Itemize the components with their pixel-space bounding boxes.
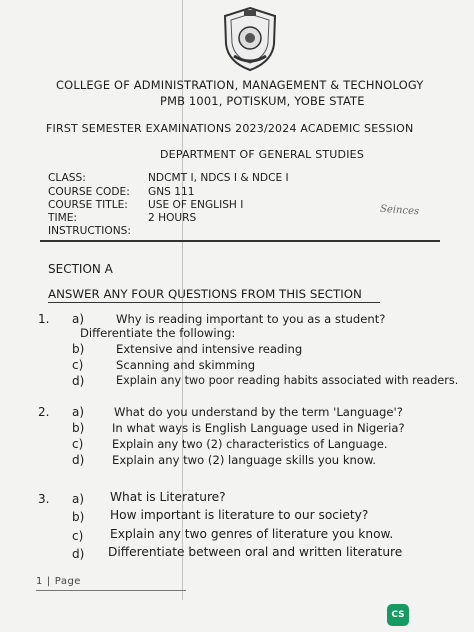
camscanner-badge[interactable]: CS xyxy=(387,604,409,626)
footer-separator: | xyxy=(46,576,51,587)
question-2a-text: What do you understand by the term 'Language'? xyxy=(114,405,403,419)
question-2b-text: In what ways is English Language used in Nigeria? xyxy=(112,421,405,435)
page-footer xyxy=(36,576,81,587)
question-3a-label: a) xyxy=(72,492,85,506)
course-title-value: USE OF ENGLISH I xyxy=(148,199,244,211)
question-1-intro: Differentiate the following: xyxy=(80,326,236,340)
question-3d-label: d) xyxy=(72,547,85,561)
question-1a-label: a) xyxy=(72,312,85,326)
instructions-label: INSTRUCTIONS: xyxy=(48,225,131,237)
course-title-label: COURSE TITLE: xyxy=(48,199,128,211)
question-2d-label: d) xyxy=(72,453,85,467)
college-crest-logo xyxy=(220,6,280,72)
department-name: DEPARTMENT OF GENERAL STUDIES xyxy=(160,148,365,161)
question-1-number: 1. xyxy=(38,312,50,326)
question-1d-text: Explain any two poor reading habits associated with readers. xyxy=(116,374,459,387)
handwritten-signature: Seinces xyxy=(379,203,420,218)
class-label: CLASS: xyxy=(48,172,86,184)
time-label: TIME: xyxy=(48,212,77,224)
question-3b-label: b) xyxy=(72,510,85,524)
page-number: 1 xyxy=(36,576,43,587)
header-divider xyxy=(40,240,440,242)
question-2d-text: Explain any two (2) language skills you know. xyxy=(112,453,377,467)
course-code-label: COURSE CODE: xyxy=(48,186,130,198)
college-address: PMB 1001, POTISKUM, YOBE STATE xyxy=(160,94,365,108)
time-value: 2 HOURS xyxy=(148,212,197,224)
course-code-value: GNS 111 xyxy=(148,186,195,198)
question-2c-label: c) xyxy=(72,437,84,451)
question-3d-text: Differentiate between oral and written literature xyxy=(108,545,403,559)
page-word: Page xyxy=(54,576,81,587)
question-2a-label: a) xyxy=(72,405,85,419)
question-3c-text: Explain any two genres of literature you know. xyxy=(110,527,394,541)
question-3-number: 3. xyxy=(38,492,50,506)
class-value: NDCMT I, NDCS I & NDCE I xyxy=(148,172,289,184)
question-3c-label: c) xyxy=(72,529,84,543)
question-2b-label: b) xyxy=(72,421,85,435)
question-3a-text: What is Literature? xyxy=(110,490,226,504)
question-2-number: 2. xyxy=(38,405,50,419)
instruction-underline xyxy=(48,302,380,303)
question-1b-label: b) xyxy=(72,342,85,356)
question-1a-text: Why is reading important to you as a student? xyxy=(116,312,386,326)
question-1c-label: c) xyxy=(72,358,84,372)
question-2c-text: Explain any two (2) characteristics of Language. xyxy=(112,437,388,451)
footer-divider xyxy=(36,590,186,591)
section-title: SECTION A xyxy=(48,262,113,276)
question-1b-text: Extensive and intensive reading xyxy=(116,342,303,356)
question-3b-text: How important is literature to our society? xyxy=(110,508,369,522)
exam-title: FIRST SEMESTER EXAMINATIONS 2023/2024 ACADEMIC SESSION xyxy=(46,122,414,135)
question-1c-text: Scanning and skimming xyxy=(116,358,256,372)
question-1d-label: d) xyxy=(72,374,85,388)
section-instruction: ANSWER ANY FOUR QUESTIONS FROM THIS SECTION xyxy=(48,287,362,301)
college-name: COLLEGE OF ADMINISTRATION, MANAGEMENT & TECHNOLOGY xyxy=(56,78,424,92)
